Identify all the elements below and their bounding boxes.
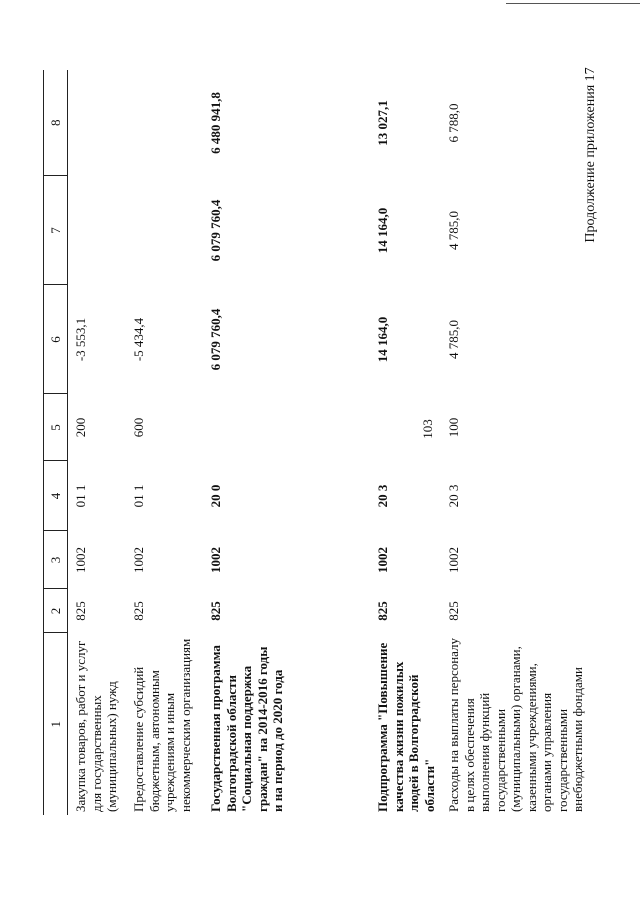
- table-row: [370, 70, 441, 815]
- code-cell: 825: [73, 601, 88, 621]
- name-cell: Предоставление субсидий бюджетным, автономным учреждениям и иным некоммерческим организациям: [131, 638, 193, 812]
- section-cell: 1002: [131, 547, 146, 573]
- table-row: [441, 70, 618, 815]
- section-cell: 1002: [208, 547, 223, 573]
- header-col-2: 2: [44, 589, 68, 633]
- code-cell: 825: [375, 601, 390, 621]
- value-cell-8: 6 788,0: [446, 103, 461, 143]
- value-cell-8: 6 480 941,8: [208, 92, 223, 154]
- header-col-5: 5: [44, 394, 68, 461]
- value-cell-6: 6 079 760,4: [208, 308, 223, 371]
- table-row: [203, 70, 370, 815]
- code-cell: 825: [446, 601, 461, 621]
- code-cell: 825: [208, 601, 223, 621]
- continuation-caption: Продолжение приложения 17: [583, 67, 598, 243]
- header-col-8: 8: [44, 70, 68, 176]
- header-col-7: 7: [44, 176, 68, 285]
- type-cell: 200: [73, 417, 88, 438]
- value-cell-7: 6 079 760,4: [208, 199, 223, 262]
- header-col-4: 4: [44, 461, 68, 531]
- section-cell: 1002: [375, 547, 390, 573]
- table-row: [68, 70, 127, 815]
- program-cell: 20 3: [375, 484, 390, 508]
- section-cell: 1002: [446, 547, 461, 573]
- program-cell: 20 3: [446, 484, 461, 508]
- code-cell: 825: [131, 601, 146, 621]
- value-cell-7: [126, 176, 203, 285]
- type-cell: 100: [446, 417, 461, 438]
- value-cell-6: -3 553,1: [73, 317, 88, 362]
- name-cell: Закупка товаров, работ и услуг для государственных (муниципальных) нужд: [73, 640, 119, 812]
- value-cell-8: [68, 70, 127, 176]
- type-cell: [370, 394, 441, 461]
- program-cell: 01 1: [73, 484, 88, 508]
- program-cell: 01 1: [131, 484, 146, 508]
- type-cell: [203, 394, 370, 461]
- value-cell-6: -5 434,4: [131, 317, 146, 362]
- type-cell: 600: [131, 417, 146, 438]
- name-cell: Государственная программа Волгоградской области "Социальная поддержка граждан" на 2014-2016 годы и на период до 2020 года: [208, 645, 285, 812]
- table-body: [44, 70, 619, 815]
- value-cell-6: 4 785,0: [446, 320, 461, 359]
- name-cell: Подпрограмма "Повышение качества жизни пожилых людей в Волгоградской области": [375, 642, 437, 812]
- rotated-table-container: [43, 70, 603, 815]
- program-cell: 20 0: [208, 484, 223, 508]
- value-cell-6: 14 164,0: [375, 316, 390, 363]
- header-row: [44, 70, 68, 815]
- header-col-3: 3: [44, 531, 68, 589]
- section-cell: 1002: [73, 547, 88, 573]
- value-cell-8: 13 027,1: [375, 100, 390, 146]
- value-cell-8: [126, 70, 203, 176]
- table-row: [126, 70, 203, 815]
- name-cell: Расходы на выплаты персоналу в целях обеспечения выполнения функций государственными (муниципальными) органами, казенными учреждениями, органами управления государственными внебюджетными фондами: [446, 637, 585, 812]
- value-cell-7: 14 164,0: [375, 207, 390, 254]
- value-cell-7: 4 785,0: [446, 211, 461, 250]
- header-col-1: 1: [44, 633, 68, 815]
- header-col-6: 6: [44, 285, 68, 394]
- page-number: 103: [420, 419, 435, 439]
- value-cell-7: [68, 176, 127, 285]
- scan-edge-line: [506, 3, 640, 4]
- budget-table: [43, 70, 618, 815]
